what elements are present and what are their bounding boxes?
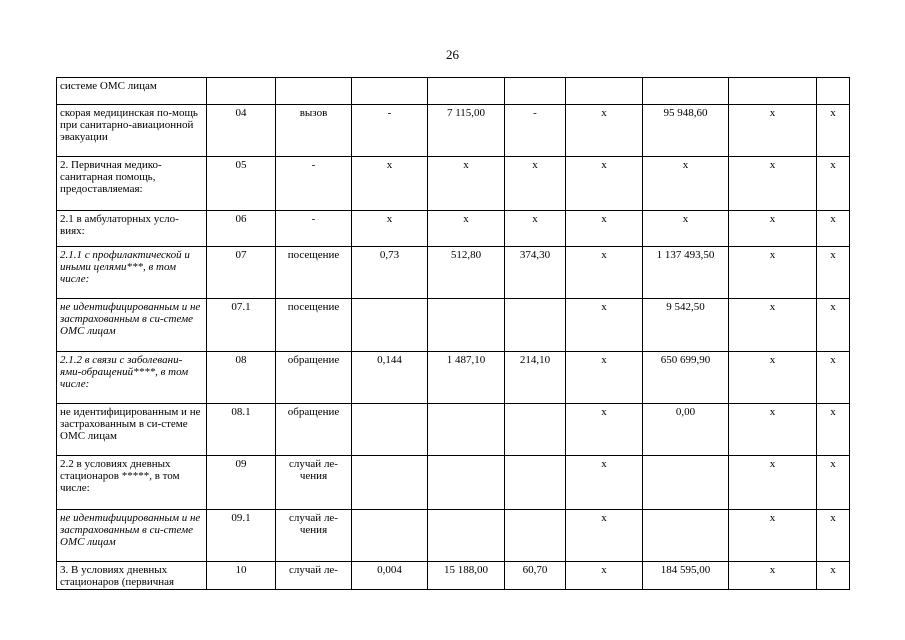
table-row (57, 352, 850, 404)
cell-name: 2.2 в условиях дневных стационаров *****, в том числе: (57, 456, 207, 510)
cell-c7: x (566, 352, 643, 404)
cell-c5 (428, 404, 505, 456)
cell-name: 2.1.2 в связи с заболевани-ями-обращений****, в том числе: (57, 352, 207, 404)
table-row (57, 299, 850, 352)
cell-code: 05 (207, 157, 276, 211)
cell-c9: x (729, 211, 817, 247)
cell-unit (276, 78, 352, 105)
cell-c9 (729, 78, 817, 105)
cell-c5 (428, 510, 505, 562)
cell-c10 (817, 78, 850, 105)
cell-c9: x (729, 404, 817, 456)
cell-c10: x (817, 562, 850, 590)
cell-c8: 650 699,90 (643, 352, 729, 404)
table-row (57, 247, 850, 299)
cell-c7: x (566, 211, 643, 247)
cell-code: 06 (207, 211, 276, 247)
cell-c7 (566, 78, 643, 105)
cell-unit: случай ле- (276, 562, 352, 590)
cell-c10: x (817, 456, 850, 510)
cell-unit: случай ле-чения (276, 510, 352, 562)
table-row (57, 510, 850, 562)
cell-code (207, 78, 276, 105)
budget-table (56, 77, 850, 590)
cell-name: 3. В условиях дневных стационаров (первичная (57, 562, 207, 590)
cell-c7: x (566, 247, 643, 299)
cell-unit: - (276, 157, 352, 211)
cell-c6: x (505, 157, 566, 211)
cell-c4 (352, 78, 428, 105)
cell-c7: x (566, 404, 643, 456)
cell-c4 (352, 404, 428, 456)
cell-code: 10 (207, 562, 276, 590)
cell-name: системе ОМС лицам (57, 78, 207, 105)
cell-unit: случай ле-чения (276, 456, 352, 510)
cell-unit: посещение (276, 247, 352, 299)
cell-c10: x (817, 157, 850, 211)
cell-c9: x (729, 157, 817, 211)
cell-name: не идентифицированным и не застрахованным в си-стеме ОМС лицам (57, 510, 207, 562)
cell-name: 2.1 в амбулаторных усло-виях: (57, 211, 207, 247)
cell-c6 (505, 299, 566, 352)
cell-c5: x (428, 211, 505, 247)
cell-c8: x (643, 157, 729, 211)
cell-c10: x (817, 105, 850, 157)
cell-c6 (505, 78, 566, 105)
cell-code: 04 (207, 105, 276, 157)
cell-c10: x (817, 211, 850, 247)
cell-c10: x (817, 247, 850, 299)
table-row (57, 562, 850, 590)
table-row (57, 157, 850, 211)
cell-name: 2. Первичная медико-санитарная помощь, предоставляемая: (57, 157, 207, 211)
cell-c8 (643, 78, 729, 105)
cell-c4: x (352, 211, 428, 247)
cell-c6: x (505, 211, 566, 247)
cell-c10: x (817, 510, 850, 562)
cell-c7: x (566, 157, 643, 211)
cell-unit: - (276, 211, 352, 247)
cell-c8: 0,00 (643, 404, 729, 456)
table-row (57, 404, 850, 456)
cell-c10: x (817, 299, 850, 352)
cell-c4: 0,004 (352, 562, 428, 590)
cell-name: не идентифицированным и не застрахованным в си-стеме ОМС лицам (57, 404, 207, 456)
cell-c5: 1 487,10 (428, 352, 505, 404)
cell-name: 2.1.1 с профилактической и иными целями***, в том числе: (57, 247, 207, 299)
cell-c8: 95 948,60 (643, 105, 729, 157)
cell-c8: 1 137 493,50 (643, 247, 729, 299)
cell-c10: x (817, 352, 850, 404)
cell-c9: x (729, 456, 817, 510)
cell-code: 07.1 (207, 299, 276, 352)
table-row (57, 78, 850, 105)
cell-unit: вызов (276, 105, 352, 157)
cell-c4: 0,144 (352, 352, 428, 404)
cell-c7: x (566, 105, 643, 157)
cell-c6 (505, 510, 566, 562)
cell-c6 (505, 404, 566, 456)
cell-c5 (428, 456, 505, 510)
cell-c9: x (729, 562, 817, 590)
cell-c4 (352, 299, 428, 352)
table-row (57, 105, 850, 157)
cell-c6: 374,30 (505, 247, 566, 299)
cell-c7: x (566, 562, 643, 590)
cell-c5: 15 188,00 (428, 562, 505, 590)
table-row (57, 456, 850, 510)
cell-code: 07 (207, 247, 276, 299)
cell-c9: x (729, 105, 817, 157)
cell-c7: x (566, 456, 643, 510)
cell-name: не идентифицированным и не застрахованным в си-стеме ОМС лицам (57, 299, 207, 352)
cell-unit: обращение (276, 352, 352, 404)
cell-c6: 60,70 (505, 562, 566, 590)
cell-c6: - (505, 105, 566, 157)
cell-code: 08.1 (207, 404, 276, 456)
cell-c4 (352, 456, 428, 510)
cell-c5: 7 115,00 (428, 105, 505, 157)
cell-code: 09.1 (207, 510, 276, 562)
cell-c6 (505, 456, 566, 510)
cell-c5 (428, 78, 505, 105)
cell-c6: 214,10 (505, 352, 566, 404)
cell-c9: x (729, 299, 817, 352)
cell-c5: 512,80 (428, 247, 505, 299)
cell-c9: x (729, 510, 817, 562)
cell-c8 (643, 510, 729, 562)
table-row (57, 211, 850, 247)
cell-code: 09 (207, 456, 276, 510)
cell-c7: x (566, 299, 643, 352)
cell-c8 (643, 456, 729, 510)
cell-name: скорая медицинская по-мощь при санитарно-авиационной эвакуации (57, 105, 207, 157)
cell-code: 08 (207, 352, 276, 404)
cell-c5 (428, 299, 505, 352)
cell-c4 (352, 510, 428, 562)
cell-c8: 184 595,00 (643, 562, 729, 590)
cell-unit: посещение (276, 299, 352, 352)
cell-c8: x (643, 211, 729, 247)
cell-c7: x (566, 510, 643, 562)
cell-c4: 0,73 (352, 247, 428, 299)
cell-c9: x (729, 352, 817, 404)
cell-c4: x (352, 157, 428, 211)
cell-c10: x (817, 404, 850, 456)
cell-c8: 9 542,50 (643, 299, 729, 352)
cell-c9: x (729, 247, 817, 299)
cell-c5: x (428, 157, 505, 211)
cell-unit: обращение (276, 404, 352, 456)
cell-c4: - (352, 105, 428, 157)
page-number: 26 (446, 47, 459, 62)
